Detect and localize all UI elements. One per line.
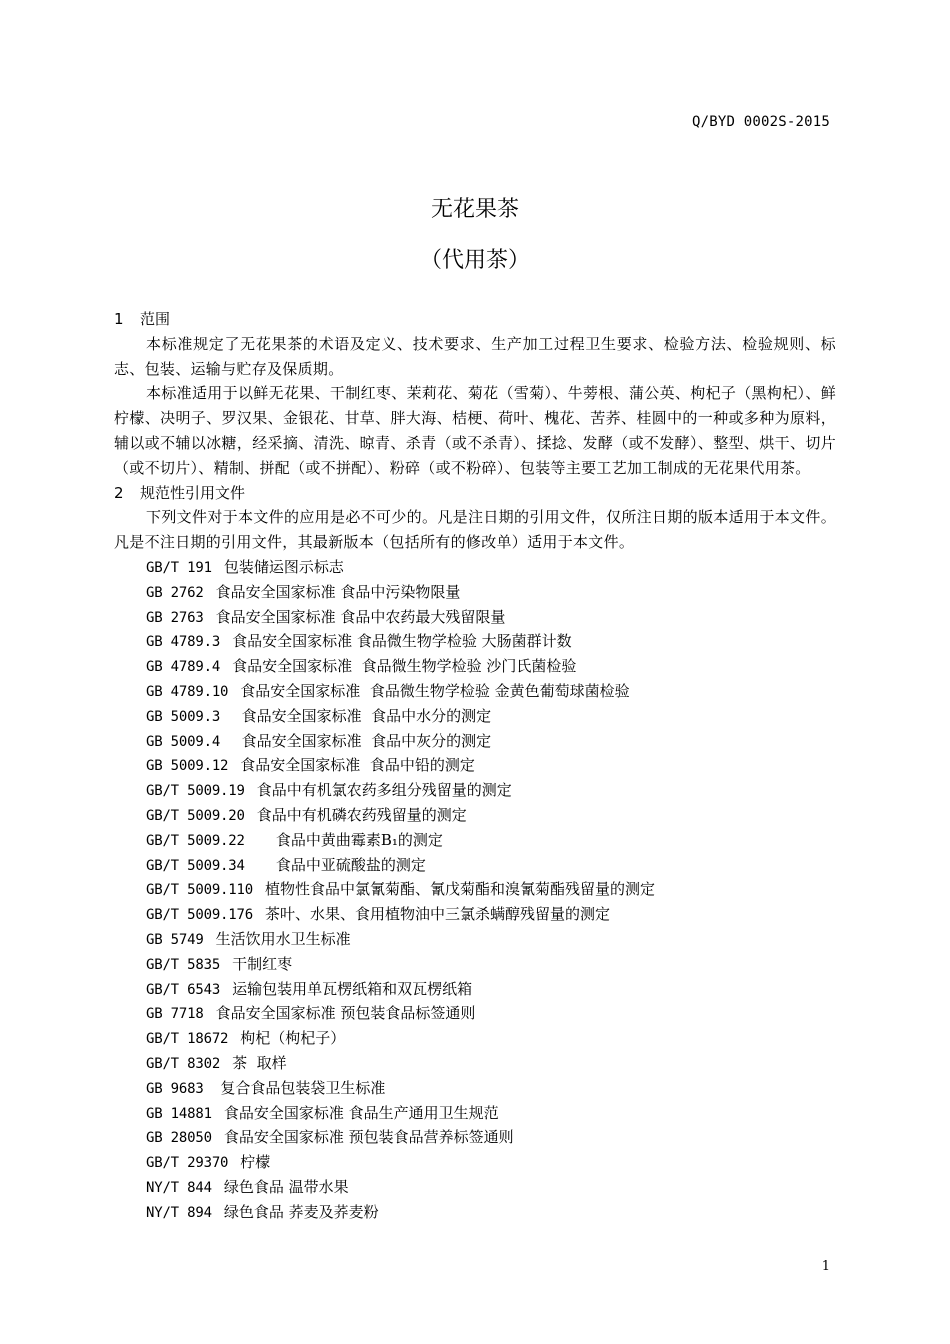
reference-code: GB/T 5009.22 xyxy=(146,832,245,849)
reference-title: 食品安全国家标准 预包装食品标签通则 xyxy=(215,1004,476,1023)
reference-code: GB 5009.12 xyxy=(146,758,229,775)
reference-title: 食品中有机氯农药多组分残留量的测定 xyxy=(256,781,512,800)
reference-item xyxy=(114,605,836,630)
reference-item xyxy=(114,555,836,580)
reference-code: GB 7718 xyxy=(146,1006,204,1023)
reference-code: GB 14881 xyxy=(146,1105,212,1122)
reference-code: GB 5009.3 xyxy=(146,708,221,725)
reference-item xyxy=(114,753,836,778)
reference-title: 食品安全国家标准 食品微生物学检验 金黄色葡萄球菌检验 xyxy=(240,681,630,700)
reference-list xyxy=(114,555,836,1225)
reference-title: 食品安全国家标准 食品中铅的测定 xyxy=(240,756,475,775)
reference-item xyxy=(114,1150,836,1175)
section-number: 1 xyxy=(114,310,124,328)
reference-title: 食品中有机磷农药残留量的测定 xyxy=(256,805,467,824)
reference-title: 枸杞（枸杞子） xyxy=(240,1029,346,1048)
section-heading-references xyxy=(114,481,836,506)
reference-code: GB/T 8302 xyxy=(146,1055,221,1072)
reference-title: 茶 取样 xyxy=(232,1053,287,1072)
reference-item xyxy=(114,927,836,952)
reference-code: GB/T 191 xyxy=(146,559,212,576)
reference-code: GB/T 5835 xyxy=(146,956,221,973)
reference-title: 干制红枣 xyxy=(232,954,293,973)
reference-code: GB 9683 xyxy=(146,1080,204,1097)
reference-code: GB/T 5009.110 xyxy=(146,882,253,899)
reference-item xyxy=(114,1101,836,1126)
reference-title: 茶叶、水果、食用植物油中三氯杀螨醇残留量的测定 xyxy=(264,905,610,924)
document-subtitle: （代用茶） xyxy=(419,248,530,273)
reference-code: GB/T 5009.19 xyxy=(146,783,245,800)
reference-title: 柠檬 xyxy=(240,1153,271,1172)
reference-title: 绿色食品 荞麦及荞麦粉 xyxy=(223,1202,379,1221)
reference-item xyxy=(114,828,836,853)
reference-code: GB/T 5009.176 xyxy=(146,907,253,924)
reference-item xyxy=(114,1001,836,1026)
reference-title: 食品安全国家标准 食品生产通用卫生规范 xyxy=(223,1103,499,1122)
reference-code: GB/T 5009.20 xyxy=(146,807,245,824)
reference-item xyxy=(114,679,836,704)
reference-item xyxy=(114,1125,836,1150)
reference-title: 植物性食品中氯氰菊酯、氰戊菊酯和溴氰菊酯残留量的测定 xyxy=(264,880,655,899)
reference-code: GB 2762 xyxy=(146,584,204,601)
reference-item xyxy=(114,952,836,977)
page-number: 1 xyxy=(821,1259,830,1274)
reference-code: GB 4789.3 xyxy=(146,634,221,651)
section-title: 规范性引用文件 xyxy=(140,483,246,502)
reference-title: 食品安全国家标准 食品中水分的测定 xyxy=(232,706,492,725)
reference-item xyxy=(114,1175,836,1200)
reference-item xyxy=(114,580,836,605)
reference-code: GB/T 18672 xyxy=(146,1031,229,1048)
reference-code: GB/T 5009.34 xyxy=(146,857,245,874)
section-heading-scope xyxy=(114,307,836,332)
reference-title: 食品安全国家标准 食品中污染物限量 xyxy=(215,582,461,601)
paragraph: 本标准适用于以鲜无花果、干制红枣、茉莉花、菊花（雪菊）、牛蒡根、蒲公英、枸杞子（黑枸杞）、鲜柠檬、决明子、罗汉果、金银花、甘草、胖大海、桔梗、荷叶、槐花、苦荞、桂圆中的一种或多种为原料，辅以或不辅以冰糖，经采摘、清洗、晾青、杀青（或不杀青）、揉捻、发酵（或不发酵）、整型、烘干、切片（或不切片）、精制、拼配（或不拼配）、粉碎（或不粉碎）、包装等主要工艺加工制成的无花果代用茶。 xyxy=(114,384,836,477)
section-title: 范围 xyxy=(140,310,171,328)
reference-item xyxy=(114,1076,836,1101)
reference-code: GB 5749 xyxy=(146,931,204,948)
section-number: 2 xyxy=(114,483,124,502)
reference-code: NY/T 844 xyxy=(146,1179,212,1196)
paragraph: 本标准规定了无花果茶的术语及定义、技术要求、生产加工过程卫生要求、检验方法、检验规则、标志、包装、运输与贮存及保质期。 xyxy=(114,334,836,378)
reference-item xyxy=(114,1026,836,1051)
document-title: 无花果茶 xyxy=(430,197,519,222)
paragraph: 下列文件对于本文件的应用是必不可少的。凡是注日期的引用文件，仅所注日期的版本适用于本文件。凡是不注日期的引用文件，其最新版本（包括所有的修改单）适用于本文件。 xyxy=(114,508,836,552)
reference-item xyxy=(114,977,836,1002)
reference-item xyxy=(114,803,836,828)
reference-code: GB/T 29370 xyxy=(146,1155,229,1172)
reference-item xyxy=(114,629,836,654)
reference-code: GB/T 6543 xyxy=(146,981,221,998)
reference-title: 包装储运图示标志 xyxy=(223,557,344,576)
reference-code: GB 5009.4 xyxy=(146,733,221,750)
reference-title: 食品安全国家标准 食品微生物学检验 大肠菌群计数 xyxy=(232,632,572,651)
reference-title: 食品中黄曲霉素B₁的测定 xyxy=(256,830,443,849)
reference-item xyxy=(114,654,836,679)
reference-code: NY/T 894 xyxy=(146,1204,212,1221)
reference-title: 绿色食品 温带水果 xyxy=(223,1177,349,1196)
reference-title: 食品安全国家标准 食品微生物学检验 沙门氏菌检验 xyxy=(232,657,577,676)
document-body xyxy=(114,307,836,1224)
reference-code: GB 2763 xyxy=(146,609,204,626)
reference-item xyxy=(114,902,836,927)
reference-title: 运输包装用单瓦楞纸箱和双瓦楞纸箱 xyxy=(232,979,473,998)
reference-item xyxy=(114,877,836,902)
reference-code: GB 4789.4 xyxy=(146,659,221,676)
reference-item xyxy=(114,853,836,878)
reference-title: 复合食品包装袋卫生标准 xyxy=(215,1078,386,1097)
standard-code: Q/BYD 0002S-2015 xyxy=(691,114,830,130)
reference-code: GB 28050 xyxy=(146,1130,212,1147)
reference-title: 食品安全国家标准 食品中农药最大残留限量 xyxy=(215,607,506,626)
reference-title: 食品安全国家标准 预包装食品营养标签通则 xyxy=(223,1128,514,1147)
reference-title: 生活饮用水卫生标准 xyxy=(215,929,351,948)
reference-item xyxy=(114,1051,836,1076)
reference-item xyxy=(114,1200,836,1225)
reference-title: 食品安全国家标准 食品中灰分的测定 xyxy=(232,731,492,750)
reference-item xyxy=(114,704,836,729)
reference-title: 食品中亚硫酸盐的测定 xyxy=(256,855,426,874)
reference-item xyxy=(114,729,836,754)
reference-code: GB 4789.10 xyxy=(146,683,229,700)
reference-item xyxy=(114,778,836,803)
